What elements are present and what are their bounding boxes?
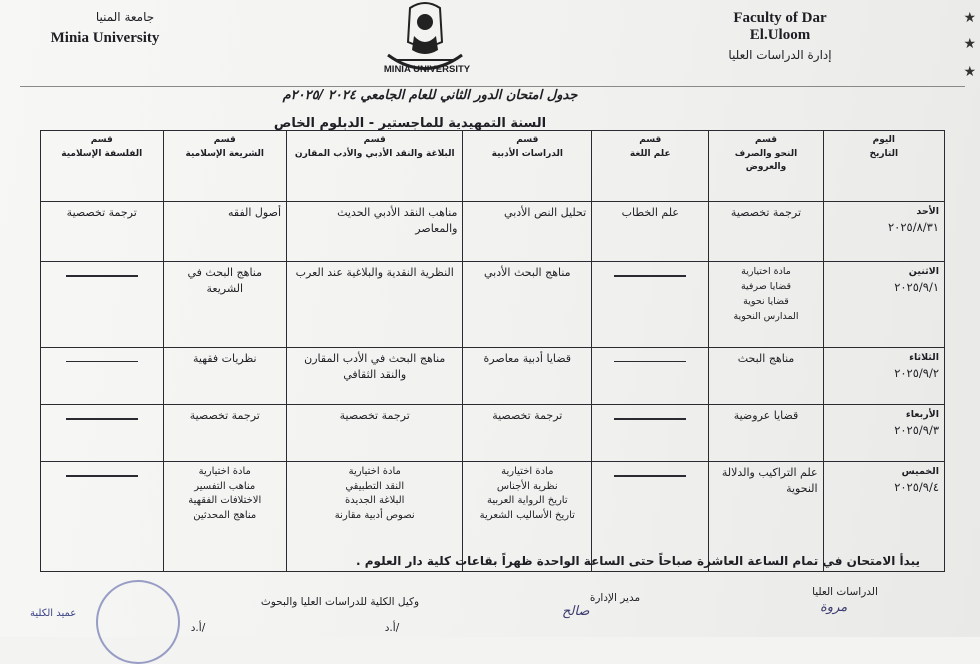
exam-schedule-table — [40, 130, 945, 572]
column-name: الشريعة الإسلامية — [185, 148, 264, 159]
signature-studies: الدراسات العليا — [812, 586, 878, 598]
column-name: علم اللغة — [629, 148, 671, 159]
header-lugha — [592, 131, 709, 202]
subject-cell: مناهج البحث — [709, 347, 823, 404]
column-name: البلاغة والنقد الأدبي والأدب المقارن — [294, 148, 455, 159]
empty-cell — [41, 462, 164, 572]
day-name: الأربعاء — [905, 409, 939, 421]
signature-dean-mark: أ.د/ — [190, 622, 206, 634]
signature-director: مدير الإدارة — [589, 592, 641, 604]
day-cell — [823, 405, 944, 462]
subject-line: تاريخ الرواية العربية — [486, 495, 568, 507]
empty-dash — [66, 275, 138, 277]
day-name: الاثنين — [908, 266, 939, 278]
university-name-ar: جامعة المنيا — [95, 10, 155, 24]
handwritten-signature: صالح — [562, 604, 590, 619]
signature-vice-dean-mark: أ.د/ — [384, 622, 400, 634]
empty-dash — [66, 475, 138, 477]
day-name: الخميس — [901, 466, 939, 478]
exam-date: ٢٠٢٥/٩/٣ — [894, 422, 939, 437]
subject-cell: قضايا أدبية معاصرة — [463, 347, 592, 404]
subject-cell — [709, 262, 823, 347]
exam-date: ٢٠٢٥/٨/٣١ — [888, 219, 939, 234]
header-falsafa — [41, 131, 164, 202]
empty-dash — [66, 418, 138, 420]
subject-cell: ترجمة تخصصية — [163, 405, 287, 462]
faculty-name-en-1: Faculty of Dar — [733, 10, 827, 26]
table-row — [41, 347, 945, 404]
subject-line: قضايا صرفية — [740, 281, 792, 293]
empty-dash — [614, 361, 686, 363]
empty-cell — [41, 262, 164, 347]
table-header-row — [41, 131, 945, 202]
column-name: الدراسات الأدبية — [491, 148, 563, 159]
subject-line: المدارس النحوية — [733, 310, 799, 322]
column-label: قسم — [516, 135, 539, 145]
subject-cell: ترجمة تخصصية — [463, 405, 592, 462]
header-day-date — [823, 131, 944, 202]
header-date: التاريخ — [869, 148, 899, 159]
subject-line: قضايا نحوية — [743, 295, 789, 307]
column-name: الفلسفة الإسلامية — [61, 148, 143, 159]
department-name-ar: إدارة الدراسات العليا — [728, 48, 832, 62]
day-cell — [823, 347, 944, 404]
header-balagha — [287, 131, 463, 202]
subject-line: مادة اختيارية — [348, 466, 401, 478]
subject-cell: مناهج البحث في الشريعة — [163, 262, 287, 347]
faculty-stamp — [96, 580, 180, 664]
subject-cell: تحليل النص الأدبي — [463, 201, 592, 261]
subject-cell: نظريات فقهية — [163, 347, 287, 404]
header-day: اليوم — [872, 135, 895, 145]
star-icon: ★ — [963, 36, 976, 52]
subject-cell: مناهج البحث في الأدب المقارن والنقد الثقافي — [287, 347, 463, 404]
empty-cell — [592, 347, 709, 404]
subject-line: الاختلافات الفقهية — [188, 495, 262, 507]
subject-line: نظرية الأجناس — [496, 480, 558, 492]
empty-dash — [614, 475, 686, 477]
subject-line: مناهج المحدثين — [193, 509, 257, 521]
faculty-name-en-2: El.Uloom — [749, 27, 811, 43]
day-cell — [823, 262, 944, 347]
header-adab — [463, 131, 592, 202]
subject-line: النقد التطبيقي — [345, 480, 405, 492]
subject-line: تاريخ الأساليب الشعرية — [479, 509, 575, 521]
day-name: الأحد — [916, 205, 939, 217]
subject-cell: مناهج البحث الأدبي — [463, 262, 592, 347]
university-header — [30, 10, 180, 47]
star-icon: ★ — [963, 64, 976, 80]
empty-cell — [592, 262, 709, 347]
table-row — [41, 405, 945, 462]
subject-cell: مناهب النقد الأدبي الحديث والمعاصر — [287, 201, 463, 261]
empty-dash — [66, 361, 138, 363]
exam-date: ٢٠٢٥/٩/١ — [894, 280, 939, 295]
logo-caption: MINIA UNIVERSITY — [383, 64, 471, 75]
schedule-title: جدول امتحان الدور الثاني للعام الجامعي ٢٠٢٤ /٢٠٢٥م — [282, 88, 578, 103]
empty-dash — [614, 418, 686, 420]
exam-time-note: يبدأ الامتحان في تمام الساعة العاشرة صباحاً حتى الساعة الواحدة ظهراً بقاعات كلية دار العلوم . — [356, 554, 920, 568]
empty-cell — [41, 347, 164, 404]
subject-cell: ترجمة تخصصية — [41, 201, 164, 261]
schedule-subtitle: السنة التمهيدية للماجستير - الدبلوم الخاص — [273, 116, 547, 131]
subject-line: مناهب التفسير — [194, 480, 256, 492]
header-nahw — [709, 131, 823, 202]
header-sharia — [163, 131, 287, 202]
university-name-en: Minia University — [50, 30, 160, 46]
faculty-header — [700, 0, 860, 62]
table-row — [41, 262, 945, 347]
subject-cell: ترجمة تخصصية — [287, 405, 463, 462]
subject-cell: علم التراكيب والدلالة النحوية — [709, 462, 823, 572]
subject-cell: علم الخطاب — [592, 201, 709, 261]
subject-cell: أصول الفقه — [163, 201, 287, 261]
subject-line: مادة اختيارية — [501, 466, 554, 478]
subject-line: البلاغة الجديدة — [345, 495, 405, 507]
empty-cell — [41, 405, 164, 462]
empty-cell — [592, 405, 709, 462]
column-label: قسم — [90, 135, 113, 145]
header-divider — [20, 86, 965, 87]
exam-date: ٢٠٢٥/٩/٤ — [894, 480, 939, 495]
subject-line: نصوص أدبية مقارنة — [334, 509, 415, 521]
subject-line: مادة اختيارية — [741, 266, 791, 278]
table-row — [41, 201, 945, 261]
subject-cell: قضايا عروضية — [709, 405, 823, 462]
column-label: قسم — [363, 135, 386, 145]
star-icon: ★ — [963, 10, 976, 26]
column-label: قسم — [754, 135, 778, 145]
subject-line: مادة اختيارية — [198, 466, 251, 478]
column-label: قسم — [639, 135, 662, 145]
handwritten-signature: مروة — [820, 600, 848, 615]
column-name: النحو والصرف والعروض — [734, 148, 798, 172]
day-name: الثلاثاء — [909, 351, 939, 363]
exam-date: ٢٠٢٥/٩/٢ — [894, 365, 939, 380]
subject-cell: ترجمة تخصصية — [709, 201, 823, 261]
signature-dean: عميد الكلية — [30, 608, 77, 619]
column-label: قسم — [213, 135, 236, 145]
signature-vice-dean: وكيل الكلية للدراسات العليا والبحوث — [260, 596, 420, 608]
subject-cell: النظرية النقدية والبلاغية عند العرب — [287, 262, 463, 347]
day-cell — [823, 201, 944, 261]
empty-dash — [614, 275, 686, 277]
